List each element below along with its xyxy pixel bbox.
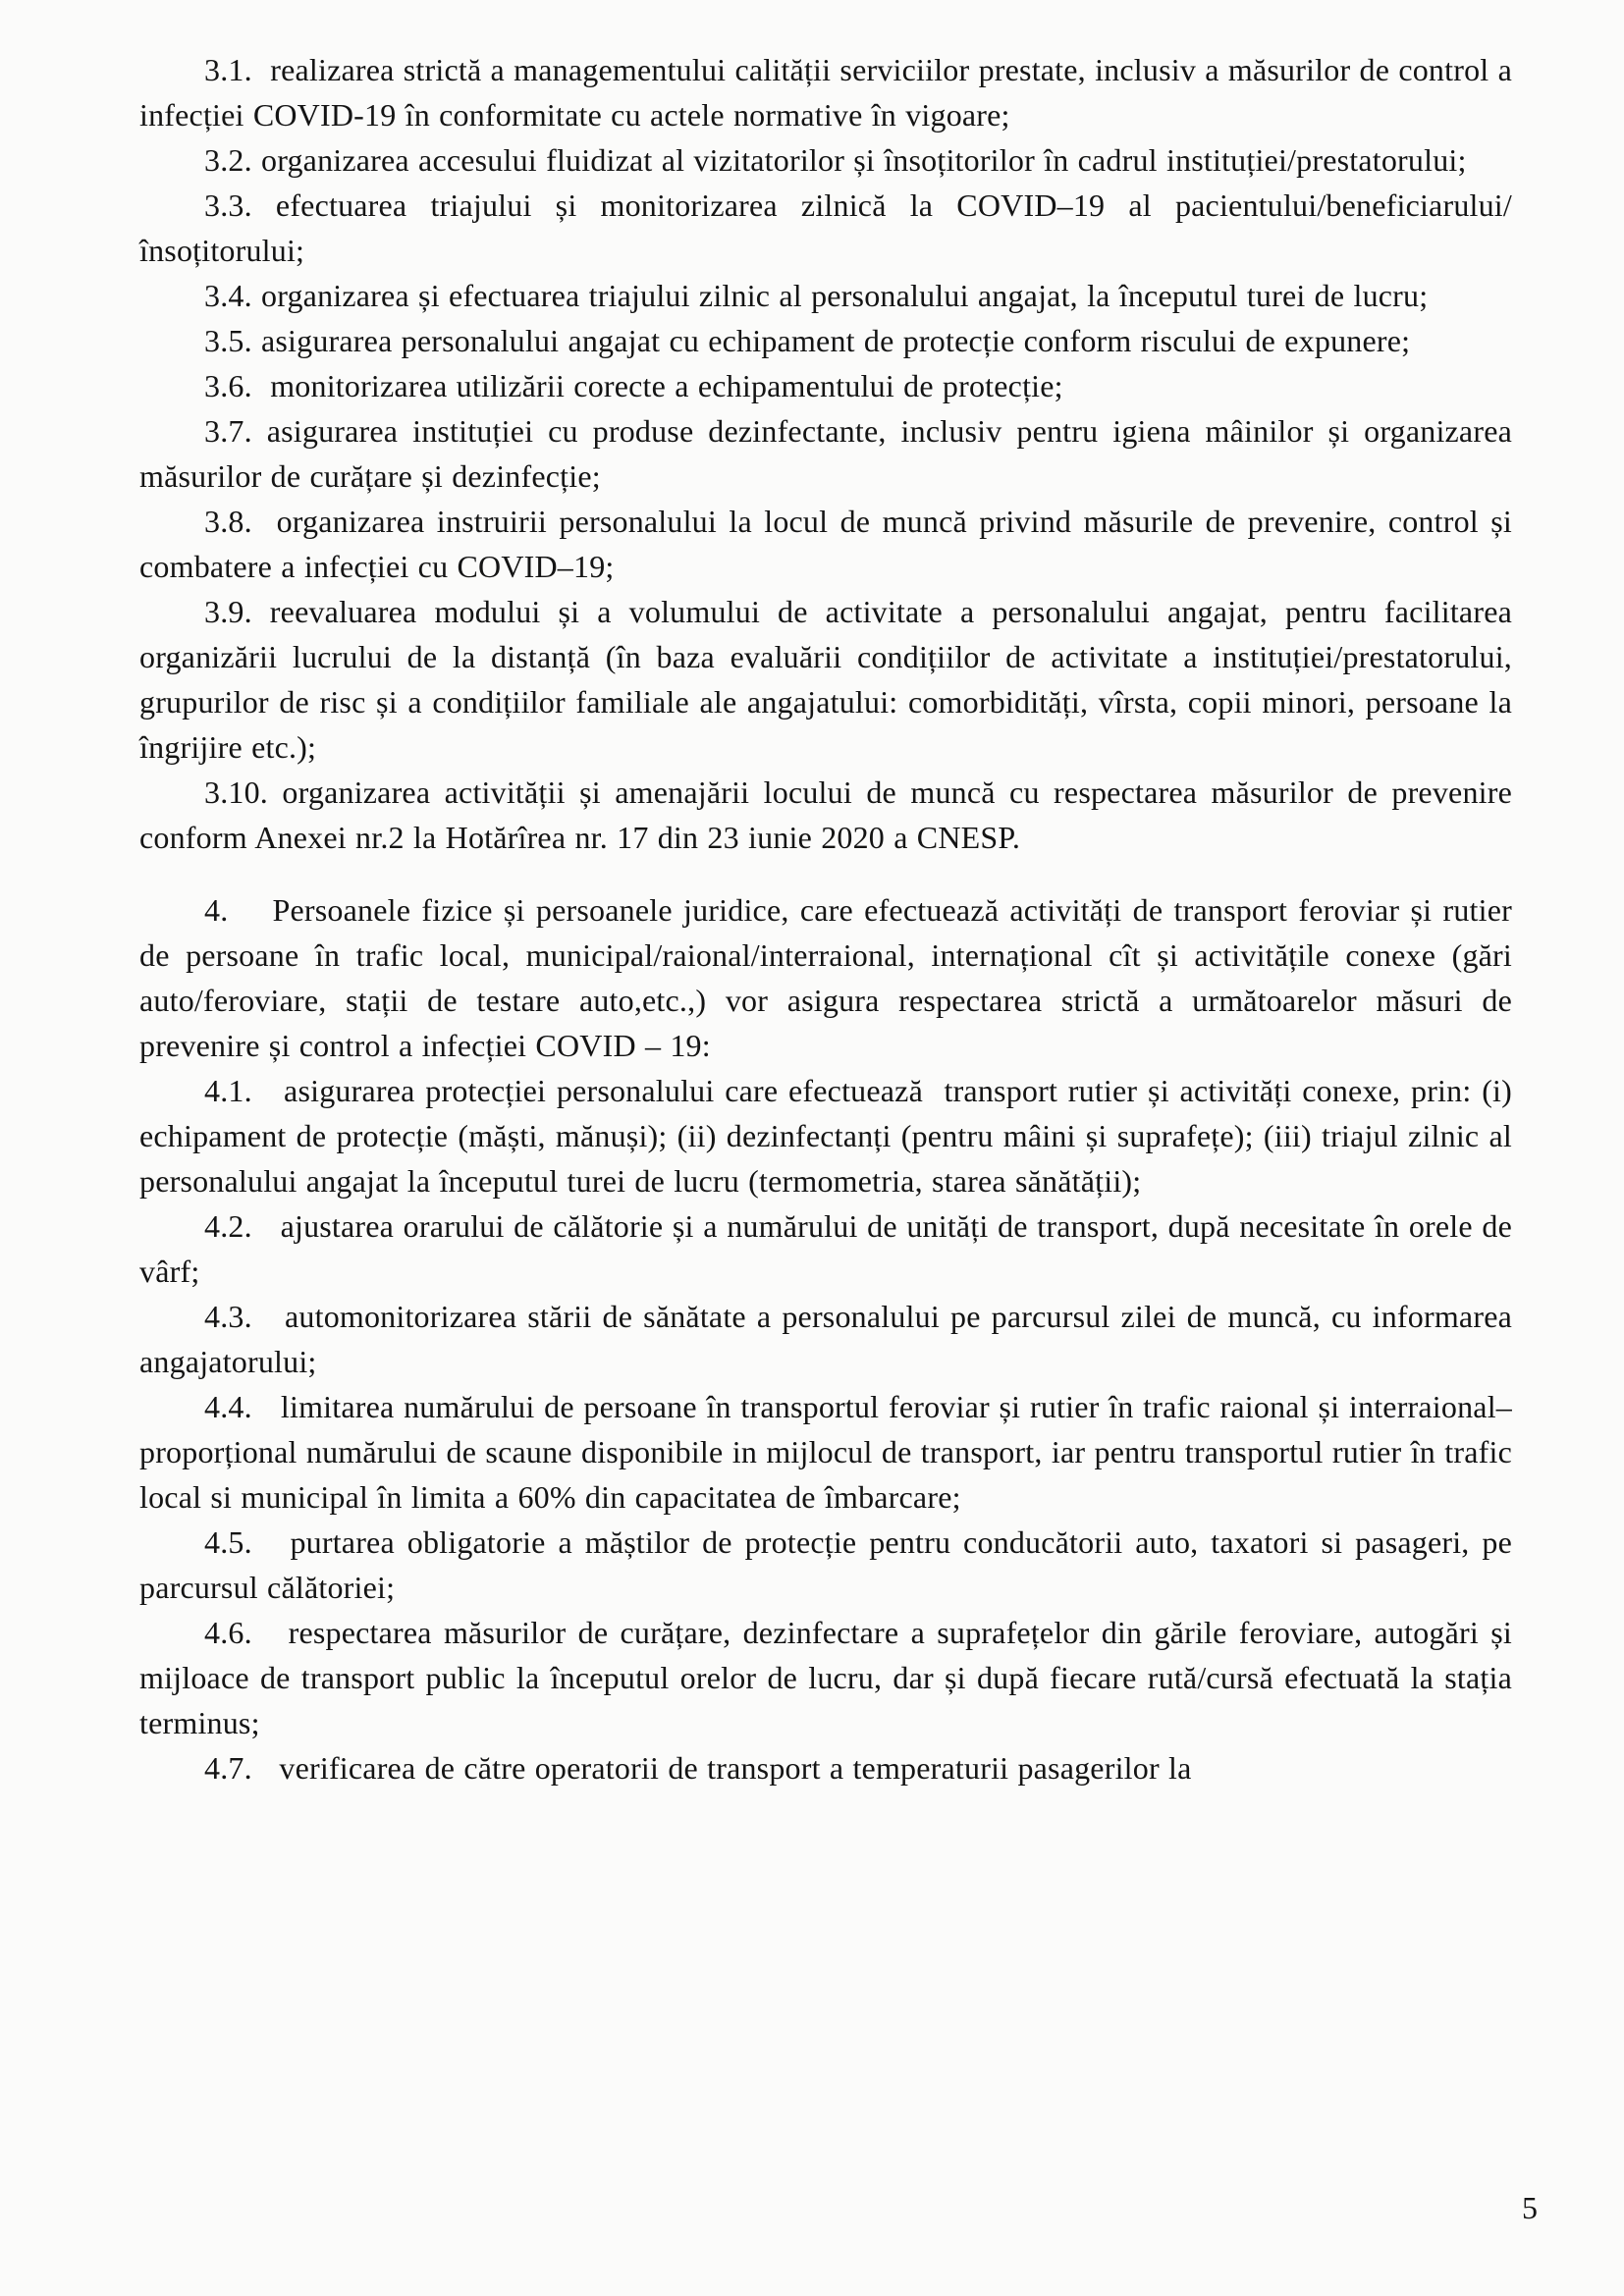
paragraph-3-10: 3.10. organizarea activității și amenajării locului de muncă cu respectarea măsurilor de prevenire conform Anexei nr.2 la Hotărîrea nr. 17 din 23 iunie 2020 a CNESP. bbox=[139, 774, 1512, 855]
page-number: 5 bbox=[1522, 2190, 1538, 2225]
paragraph-3-3: 3.3. efectuarea triajului și monitorizarea zilnică la COVID–19 al pacientului/beneficiarului/însoțitorului; bbox=[139, 187, 1512, 268]
paragraph-3-7: 3.7. asigurarea instituției cu produse dezinfectante, inclusiv pentru igiena mâinilor și organizarea măsurilor de curățare și dezinfecție; bbox=[139, 413, 1512, 494]
paragraph-4-7: 4.7. verificarea de către operatorii de transport a temperaturii pasagerilor la bbox=[204, 1750, 1192, 1786]
document-body bbox=[139, 47, 1512, 1790]
paragraph-4: 4. Persoanele fizice și persoanele juridice, care efectuează activități de transport feroviar și rutier de persoane în trafic local, municipal/raional/interraional, internațional cît și activitățile conexe (gări auto/feroviare, stații de testare auto,etc.,) vor asigura respectarea strictă a următoarelor măsuri de prevenire și control a infecției COVID – 19: bbox=[139, 892, 1512, 1063]
paragraph-4-2: 4.2. ajustarea orarului de călătorie și a numărului de unități de transport, după necesitate în orele de vârf; bbox=[139, 1208, 1512, 1289]
paragraph-4-5: 4.5. purtarea obligatorie a măștilor de protecție pentru conducătorii auto, taxatori si pasageri, pe parcursul călătoriei; bbox=[139, 1524, 1512, 1605]
paragraph-4-1: 4.1. asigurarea protecției personalului care efectuează transport rutier și activități conexe, prin: (i) echipament de protecție (măști, mănuși); (ii) dezinfectanți (pentru mâini și suprafețe); (iii) triajul zilnic al personalului angajat la începutul turei de lucru (termometria, starea sănătății); bbox=[139, 1073, 1512, 1199]
paragraph-4-4: 4.4. limitarea numărului de persoane în transportul feroviar și rutier în trafic raional și interraional– proporțional numărului de scaune disponibile in mijlocul de transport, iar pentru transportul rutier în trafic local si municipal în limita a 60% din capacitatea de îmbarcare; bbox=[139, 1389, 1512, 1515]
paragraph-4-6: 4.6. respectarea măsurilor de curățare, dezinfectare a suprafețelor din gările feroviare, autogări și mijloace de transport public la începutul orelor de lucru, dar și după fiecare rută/cursă efectuată la stația terminus; bbox=[139, 1615, 1512, 1740]
paragraph-3-2: 3.2. organizarea accesului fluidizat al vizitatorilor și însoțitorilor în cadrul instituției/prestatorului; bbox=[204, 142, 1467, 178]
paragraph-3-1: 3.1. realizarea strictă a managementului calității serviciilor prestate, inclusiv a măsurilor de control a infecției COVID-19 în conformitate cu actele normative în vigoare; bbox=[139, 52, 1512, 133]
paragraph-3-6: 3.6. monitorizarea utilizării corecte a echipamentului de protecție; bbox=[204, 368, 1063, 403]
paragraph-4-3: 4.3. automonitorizarea stării de sănătate a personalului pe parcursul zilei de muncă, cu informarea angajatorului; bbox=[139, 1299, 1512, 1379]
paragraph-3-9: 3.9. reevaluarea modului și a volumului de activitate a personalului angajat, pentru facilitarea organizării lucrului de la distanță (în baza evaluării condițiilor de activitate a instituției/prestatorului, grupurilor de risc și a condițiilor familiale ale angajatului: comorbidități, vîrsta, copii minori, persoane la îngrijire etc.); bbox=[139, 594, 1512, 765]
paragraph-3-5: 3.5. asigurarea personalului angajat cu echipament de protecție conform riscului de expunere; bbox=[204, 323, 1411, 358]
paragraph-3-8: 3.8. organizarea instruirii personalului la locul de muncă privind măsurile de prevenire, control și combatere a infecției cu COVID–19; bbox=[139, 504, 1512, 584]
paragraph-3-4: 3.4. organizarea și efectuarea triajului zilnic al personalului angajat, la începutul turei de lucru; bbox=[204, 278, 1429, 313]
